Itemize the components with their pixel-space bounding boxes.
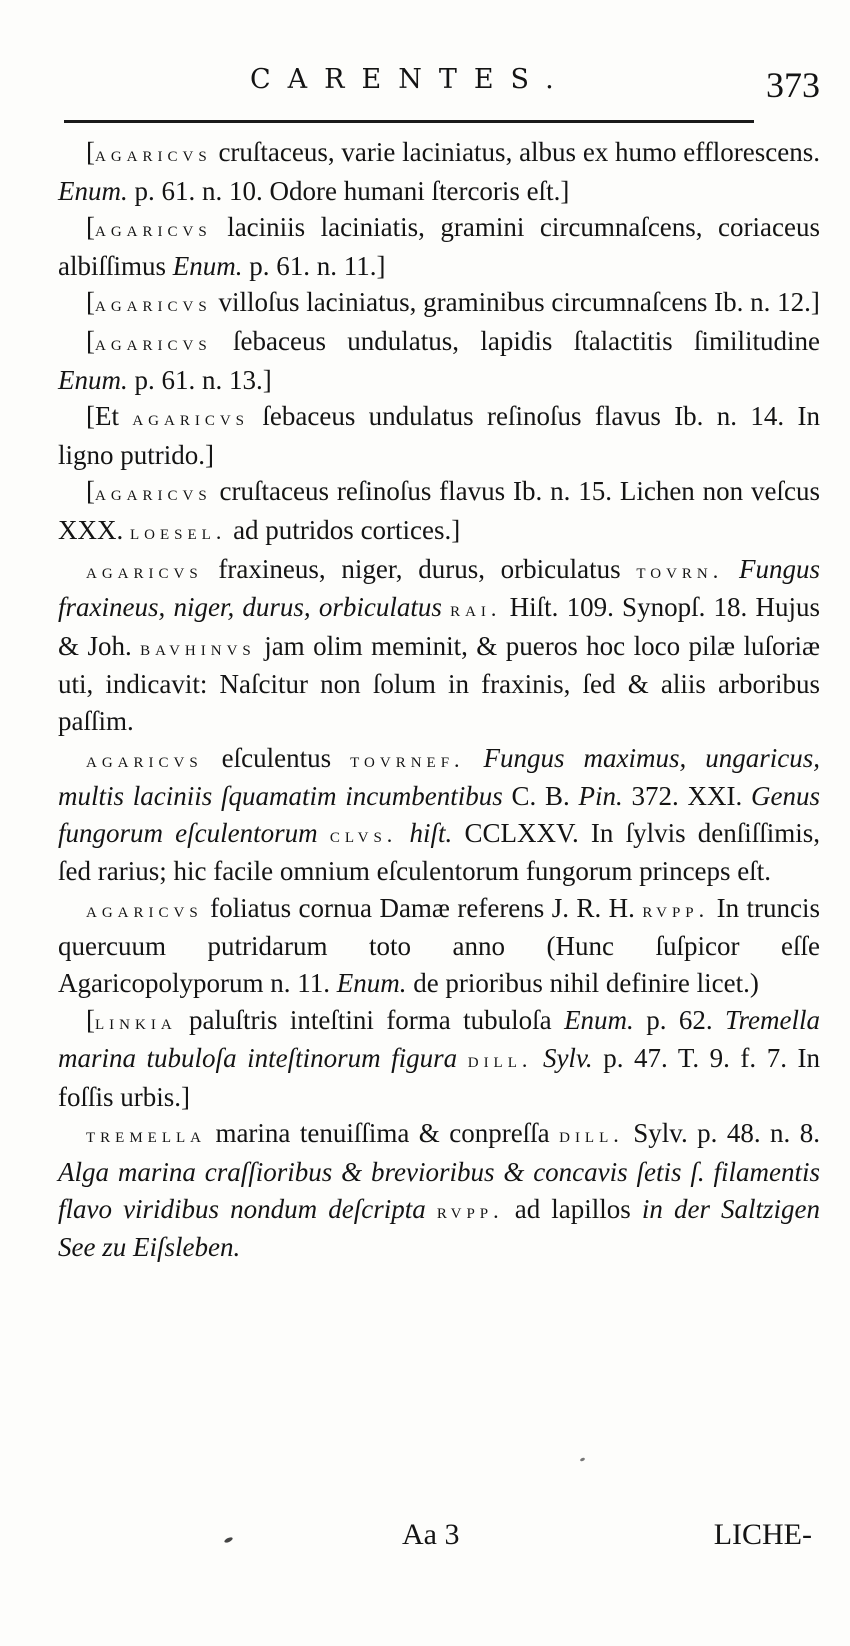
italic-text: Enum. (172, 250, 243, 281)
italic-text: in der Saltzigen See zu Eiſsleben. (58, 1193, 821, 1263)
text-run: [ (86, 1004, 95, 1035)
text-run: Sylv. p. 48. n. 8. (623, 1118, 820, 1149)
small-caps-name: agaricvs (86, 746, 203, 772)
small-caps-name: rvpp. (436, 1197, 504, 1223)
text-run: ad putridos cortices.] (226, 514, 461, 545)
italic-text: Alga marina craſſioribus & brevioribus & concavis ſetis ſ. filamentis flavo viridibus nondum deſcripta (58, 1157, 820, 1224)
small-caps-name: agaricvs (95, 216, 212, 242)
small-caps-name: dill. (467, 1047, 533, 1073)
text-run: de prioribus nihil definire licet.) (406, 968, 759, 999)
paragraph (58, 323, 820, 398)
text-run: ſebaceus undulatus reſinoſus flavus Ib. n. 14. In ligno putrido.] (58, 401, 820, 470)
text-run: eſculentus (202, 742, 351, 773)
text-run (532, 1043, 543, 1073)
italic-text: Genus fungorum eſculentorum (58, 781, 820, 848)
paragraph (58, 890, 820, 1002)
text-run: CCLXXV. In ſylvis denſiſſimis, ſed rarius; hic facile omnium eſculentorum fungorum princeps eſt. (58, 817, 821, 887)
italic-text: Enum. (564, 1004, 634, 1035)
small-caps-name: agaricvs (86, 896, 203, 922)
signature-mark: Aa 3 (402, 1518, 460, 1551)
italic-text: Enum. (58, 175, 128, 206)
small-caps-name: agaricvs (95, 480, 212, 506)
paragraph (58, 209, 820, 284)
small-caps-name: clvs. (329, 821, 398, 847)
text-run (426, 1194, 437, 1224)
text-run: [ (86, 137, 95, 167)
small-caps-name: tovrn. (636, 557, 724, 583)
small-caps-name: agaricvs (95, 141, 212, 166)
body-text (58, 134, 820, 1266)
text-run: cruſtaceus reſinoſus flavus Ib. n. 15. Lichen non veſcus XXX. (58, 476, 820, 545)
paragraph (58, 551, 820, 740)
paragraph (58, 134, 820, 209)
text-run: laciniis laciniatis, gramini circumnaſcens, coriaceus albiſſimus (58, 212, 820, 281)
small-caps-name: agaricvs (86, 557, 203, 583)
small-caps-name: bavhinvs (140, 634, 256, 660)
text-run: ad lapillos (503, 1193, 642, 1224)
italic-text: Sylv. (542, 1043, 593, 1074)
text-run: p. 61. n. 11.] (242, 250, 386, 281)
catchword: LICHE- (713, 1518, 812, 1551)
paragraph (58, 284, 820, 323)
page-footer (58, 1518, 820, 1568)
text-run (457, 1043, 468, 1073)
italic-text: Fungus maximus, ungaricus, multis laciniis ſquamatim incumbentibus (58, 742, 820, 812)
paragraph (58, 1002, 820, 1116)
text-run (318, 818, 330, 848)
text-run: jam olim meminit, & pueros hoc loco pilæ luſoriæ uti, indicavit: Naſcitur non ſolum in fraxinis, ſed & aliis arboribus paſſim. (58, 630, 821, 736)
text-run: In truncis quercuum putridarum toto anno (Hunc ſuſpicor eſſe Agaricopolyporum n. 11. (58, 892, 820, 999)
italic-text: Pin. (578, 781, 623, 812)
text-run: C. B. (502, 781, 579, 812)
text-run (397, 818, 409, 848)
italic-text: Enum. (58, 364, 128, 395)
paragraph (58, 473, 820, 550)
text-run: villoſus laciniatus, graminibus circumnaſcens Ib. n. 12.] (211, 287, 820, 318)
text-run (442, 592, 450, 622)
small-caps-name: rai. (450, 596, 502, 622)
running-title: CARENTES. (250, 64, 571, 95)
header-rule (64, 120, 754, 123)
paragraph (58, 1115, 820, 1265)
small-caps-name: dill. (559, 1122, 624, 1148)
italic-text: hiſt. (409, 817, 453, 848)
text-run: ſebaceus undulatus, lapidis ſtalactitis ſimilitudine (211, 325, 820, 356)
small-caps-name: linkia (95, 1008, 177, 1034)
small-caps-name: rvpp. (642, 896, 710, 922)
text-run: p. 61. n. 10. Odore humani ſtercoris eſt.] (127, 175, 570, 206)
small-caps-name: tremella (86, 1122, 206, 1148)
text-run: 372. XXI. (622, 781, 751, 812)
book-page (58, 0, 820, 1646)
text-run: [ (86, 476, 95, 507)
small-caps-name: agaricvs (95, 329, 212, 355)
italic-text: Tremella marina tubuloſa inteſtinorum figura (58, 1004, 821, 1074)
small-caps-name: agaricvs (95, 291, 212, 317)
text-run: [ (86, 212, 95, 243)
text-run: paluſtris inteſtini forma tubuloſa (176, 1004, 565, 1035)
text-run: Hiſt. 109. Synopſ. 18. Hujus & Joh. (58, 592, 820, 661)
small-caps-name: loesel. (130, 518, 227, 544)
small-caps-name: agaricvs (132, 405, 250, 431)
text-run: [ (86, 287, 95, 318)
text-run: p. 61. n. 13.] (127, 364, 272, 395)
paragraph (58, 398, 820, 473)
text-run: [Et (86, 401, 133, 432)
page-number: 373 (766, 65, 820, 105)
small-caps-name: tovrnef. (350, 746, 465, 772)
text-run: fraxineus, niger, durus, orbiculatus (202, 553, 637, 584)
text-run: p. 47. T. 9. f. 7. In foſſis urbis.] (58, 1043, 821, 1112)
paragraph (58, 740, 820, 890)
text-run: cruſtaceus, varie laciniatus, albus ex humo efflorescens. (211, 137, 820, 167)
italic-text: Fungus fraxineus, niger, durus, orbiculatus (58, 553, 821, 623)
running-head (58, 64, 820, 112)
text-run: marina tenuiſſima & conpreſſa (206, 1118, 560, 1149)
text-run: foliatus cornua Damæ referens J. R. H. (202, 892, 643, 923)
text-run: [ (86, 325, 95, 356)
text-run: p. 62. (633, 1004, 725, 1035)
italic-text: Enum. (336, 968, 407, 999)
